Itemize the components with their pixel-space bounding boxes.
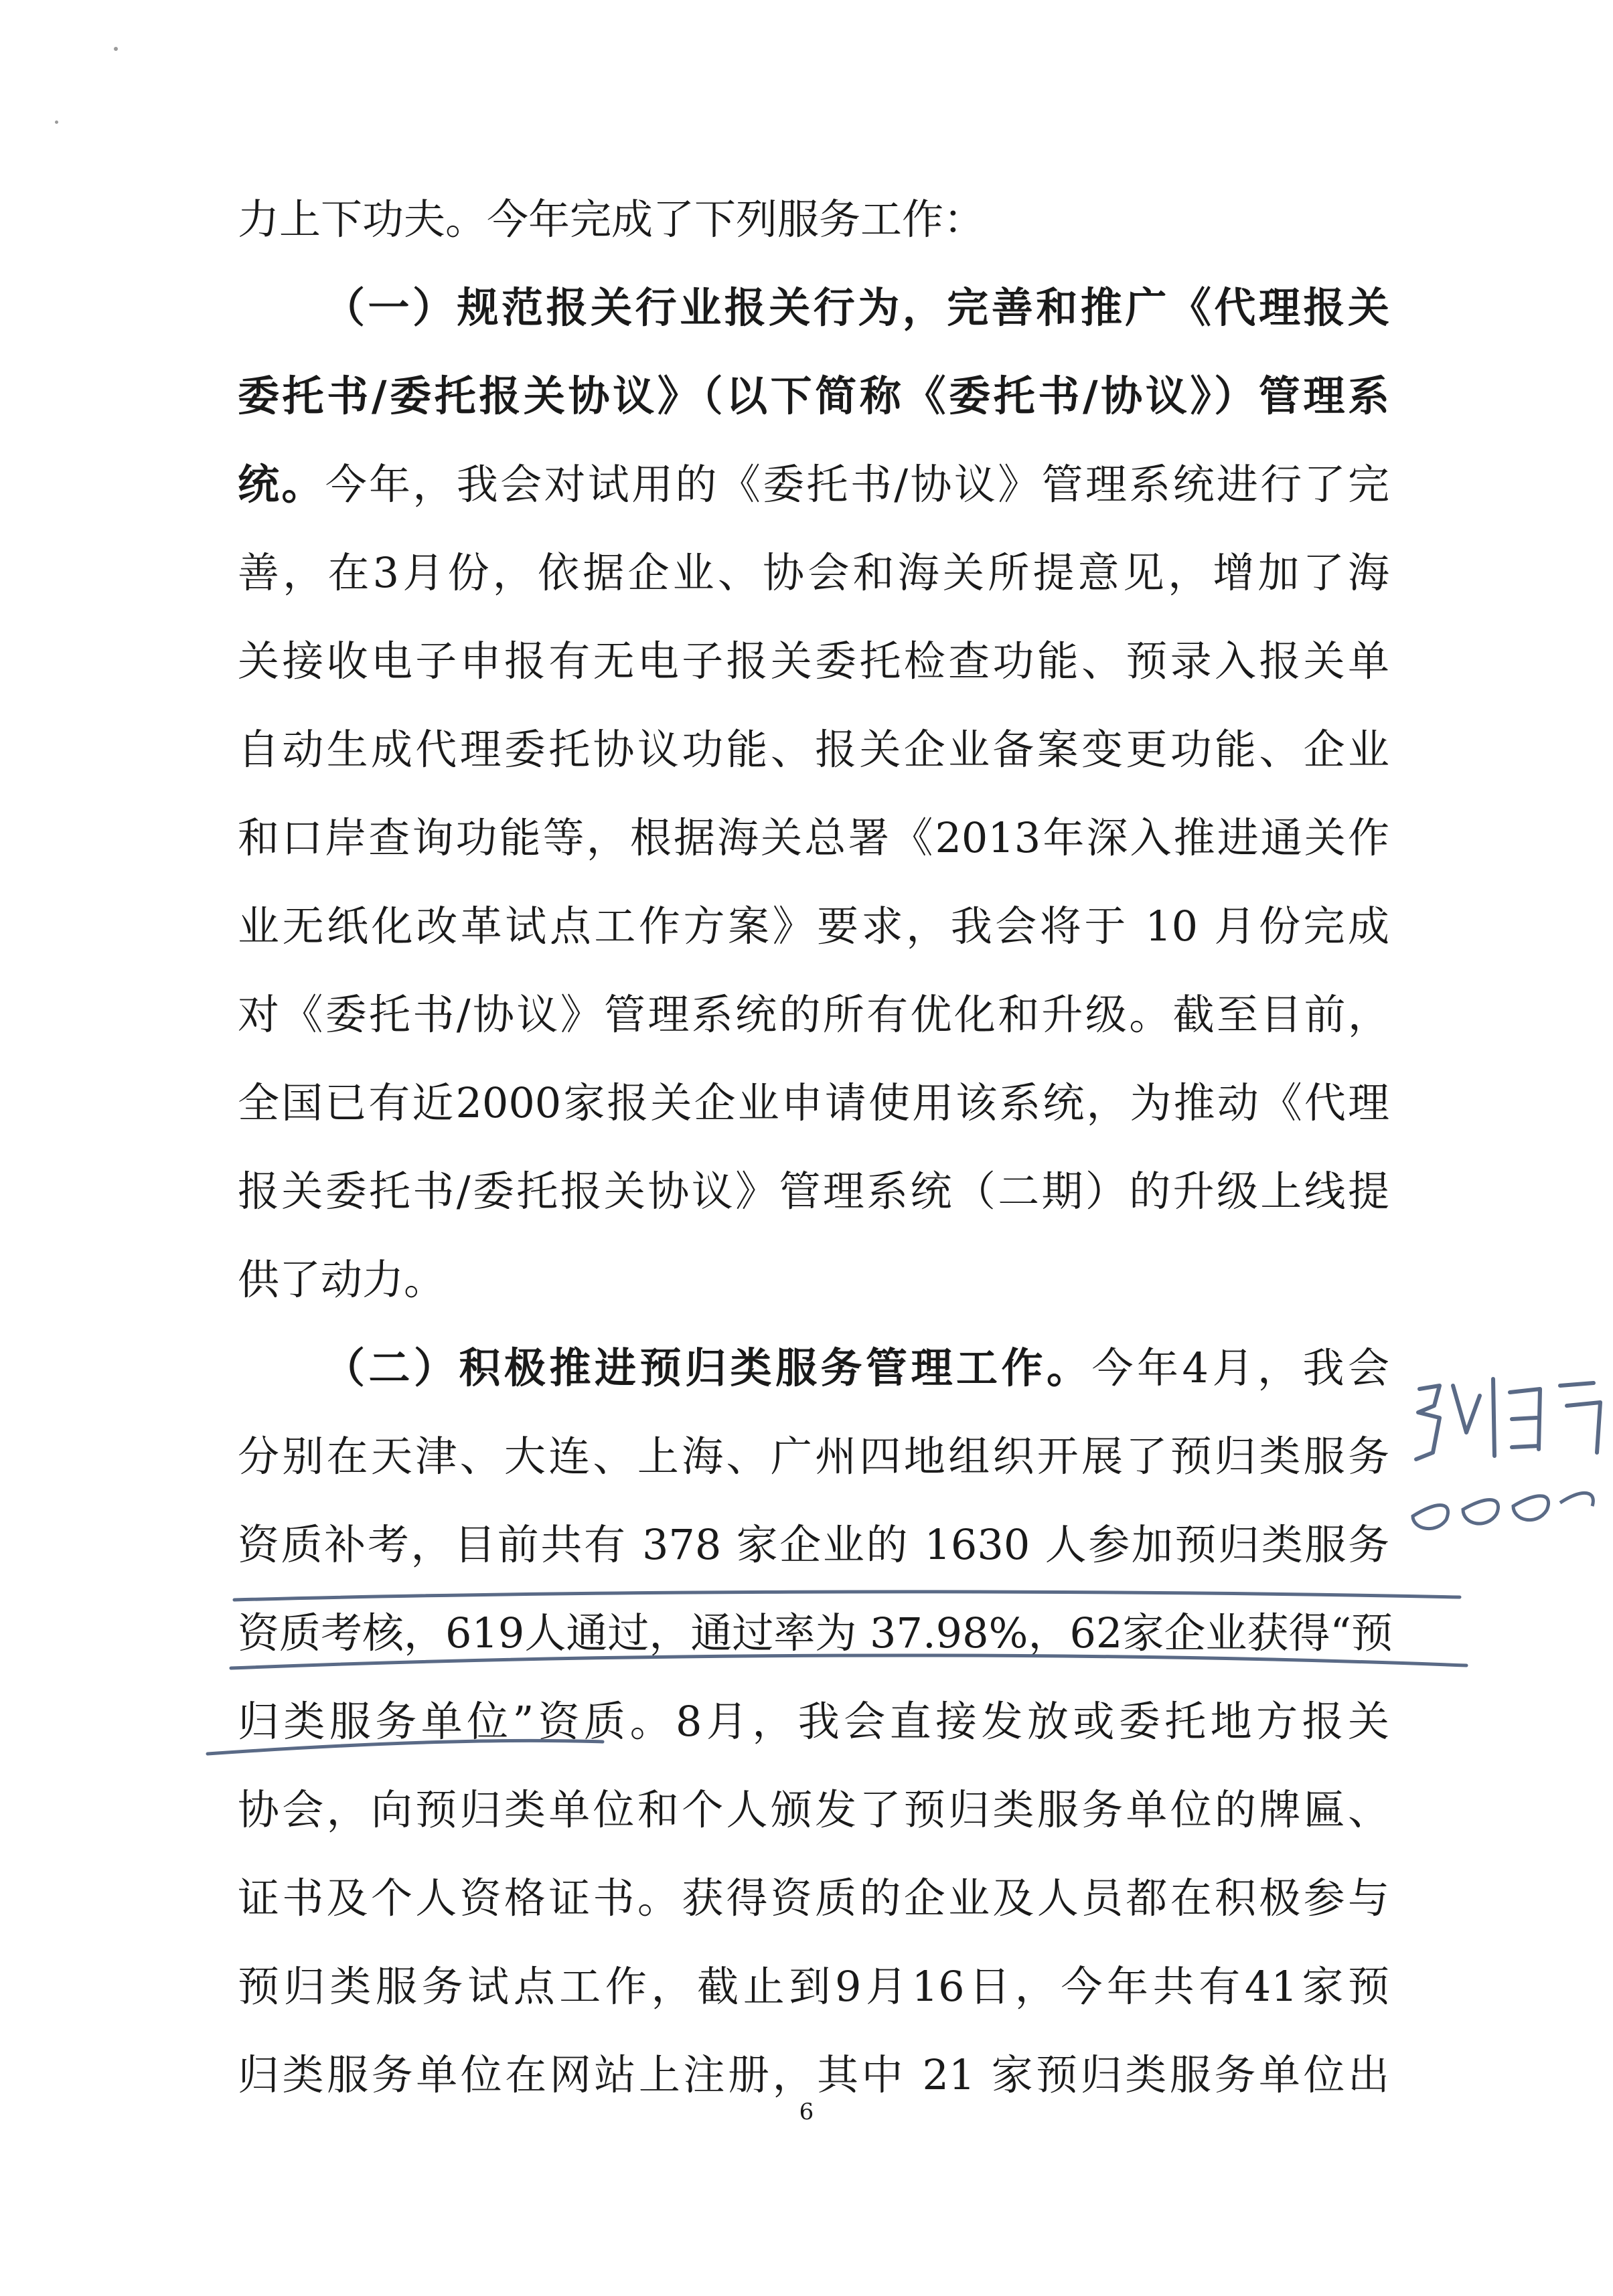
scan-speck [114,47,118,51]
body-text-segment: 资质补考，目前共有 378 家企业的 1630 人参加预归类服务 [238,1520,1389,1569]
body-text [238,175,1393,2119]
body-text-segment: 归类服务单位”资质。8月，我会直接发放或委托地方报关 [238,1697,1389,1746]
page-number: 6 [799,2099,814,2125]
text-line [238,1236,1389,1324]
text-line [238,440,1389,529]
text-line [238,1412,1389,1501]
body-text-segment: 关接收电子申报有无电子报关委托检查功能、预录入报关单 [238,637,1389,685]
text-line [238,1501,1389,1589]
body-text-segment: 自动生成代理委托协议功能、报关企业备案变更功能、企业 [238,725,1389,774]
text-line [238,971,1389,1059]
text-line [238,529,1389,617]
body-text-segment: 资质考核，619人通过，通过率为 37.98%，62家企业获得“预 [238,1609,1393,1657]
body-text-segment: 善，在3月份，依据企业、协会和海关所提意见，增加了海 [238,548,1389,597]
bold-heading-text: 统。 [238,460,325,509]
body-text-segment: 全国已有近2000家报关企业申请使用该系统，为推动《代理 [238,1078,1389,1127]
text-line [238,1059,1389,1147]
body-text-segment: 对《委托书/协议》管理系统的所有优化和升级。截至目前， [238,990,1389,1039]
bold-heading-text: 委托书/委托报关协议》（以下简称《委托书/协议》）管理系 [238,372,1389,420]
body-text-segment: 分别在天津、大连、上海、广州四地组织开展了预归类服务 [238,1432,1389,1481]
handwritten-signature [1416,1379,1600,1459]
body-text-segment: 今年4月，我会 [1091,1343,1389,1392]
text-line [238,706,1389,794]
body-text-segment: 今年，我会对试用的《委托书/协议》管理系统进行了完 [325,460,1389,509]
text-line [238,1147,1389,1236]
body-text-segment: 预归类服务试点工作，截止到9月16日，今年共有41家预 [238,1962,1389,2011]
bold-heading-text: （一）规范报关行业报关行为，完善和推广《代理报关 [323,283,1389,332]
text-line [238,1589,1393,1677]
body-text-segment: 和口岸查询功能等，根据海关总署《2013年深入推进通关作 [238,813,1389,862]
scan-speck [55,120,58,124]
body-text-segment: 供了动力。 [238,1255,446,1304]
body-text-segment: 证书及个人资格证书。获得资质的企业及人员都在积极参与 [238,1874,1389,1922]
bold-heading-text: （二）积极推进预归类服务管理工作。 [323,1343,1092,1392]
body-text-segment: 协会，向预归类单位和个人颁发了预归类服务单位的牌匾、 [238,1785,1389,1834]
body-text-segment: 力上下功夫。今年完成了下列服务工作： [238,195,986,244]
text-line [238,617,1389,706]
text-line [238,1324,1389,1412]
body-text-segment: 报关委托书/委托报关协议》管理系统（二期）的升级上线提 [238,1167,1389,1216]
text-line [238,175,1389,264]
text-line [238,1766,1389,1854]
body-text-segment: 归类服务单位在网站上注册，其中 21 家预归类服务单位出 [238,2050,1389,2099]
text-line [238,882,1389,971]
text-line [238,1943,1389,2031]
text-line [238,1677,1389,1766]
handwritten-marks [1413,1493,1593,1528]
text-line [238,264,1389,352]
text-line [238,794,1389,882]
text-line [238,1854,1389,1943]
text-line [238,352,1389,440]
body-text-segment: 业无纸化改革试点工作方案》要求，我会将于 10 月份完成 [238,902,1389,951]
